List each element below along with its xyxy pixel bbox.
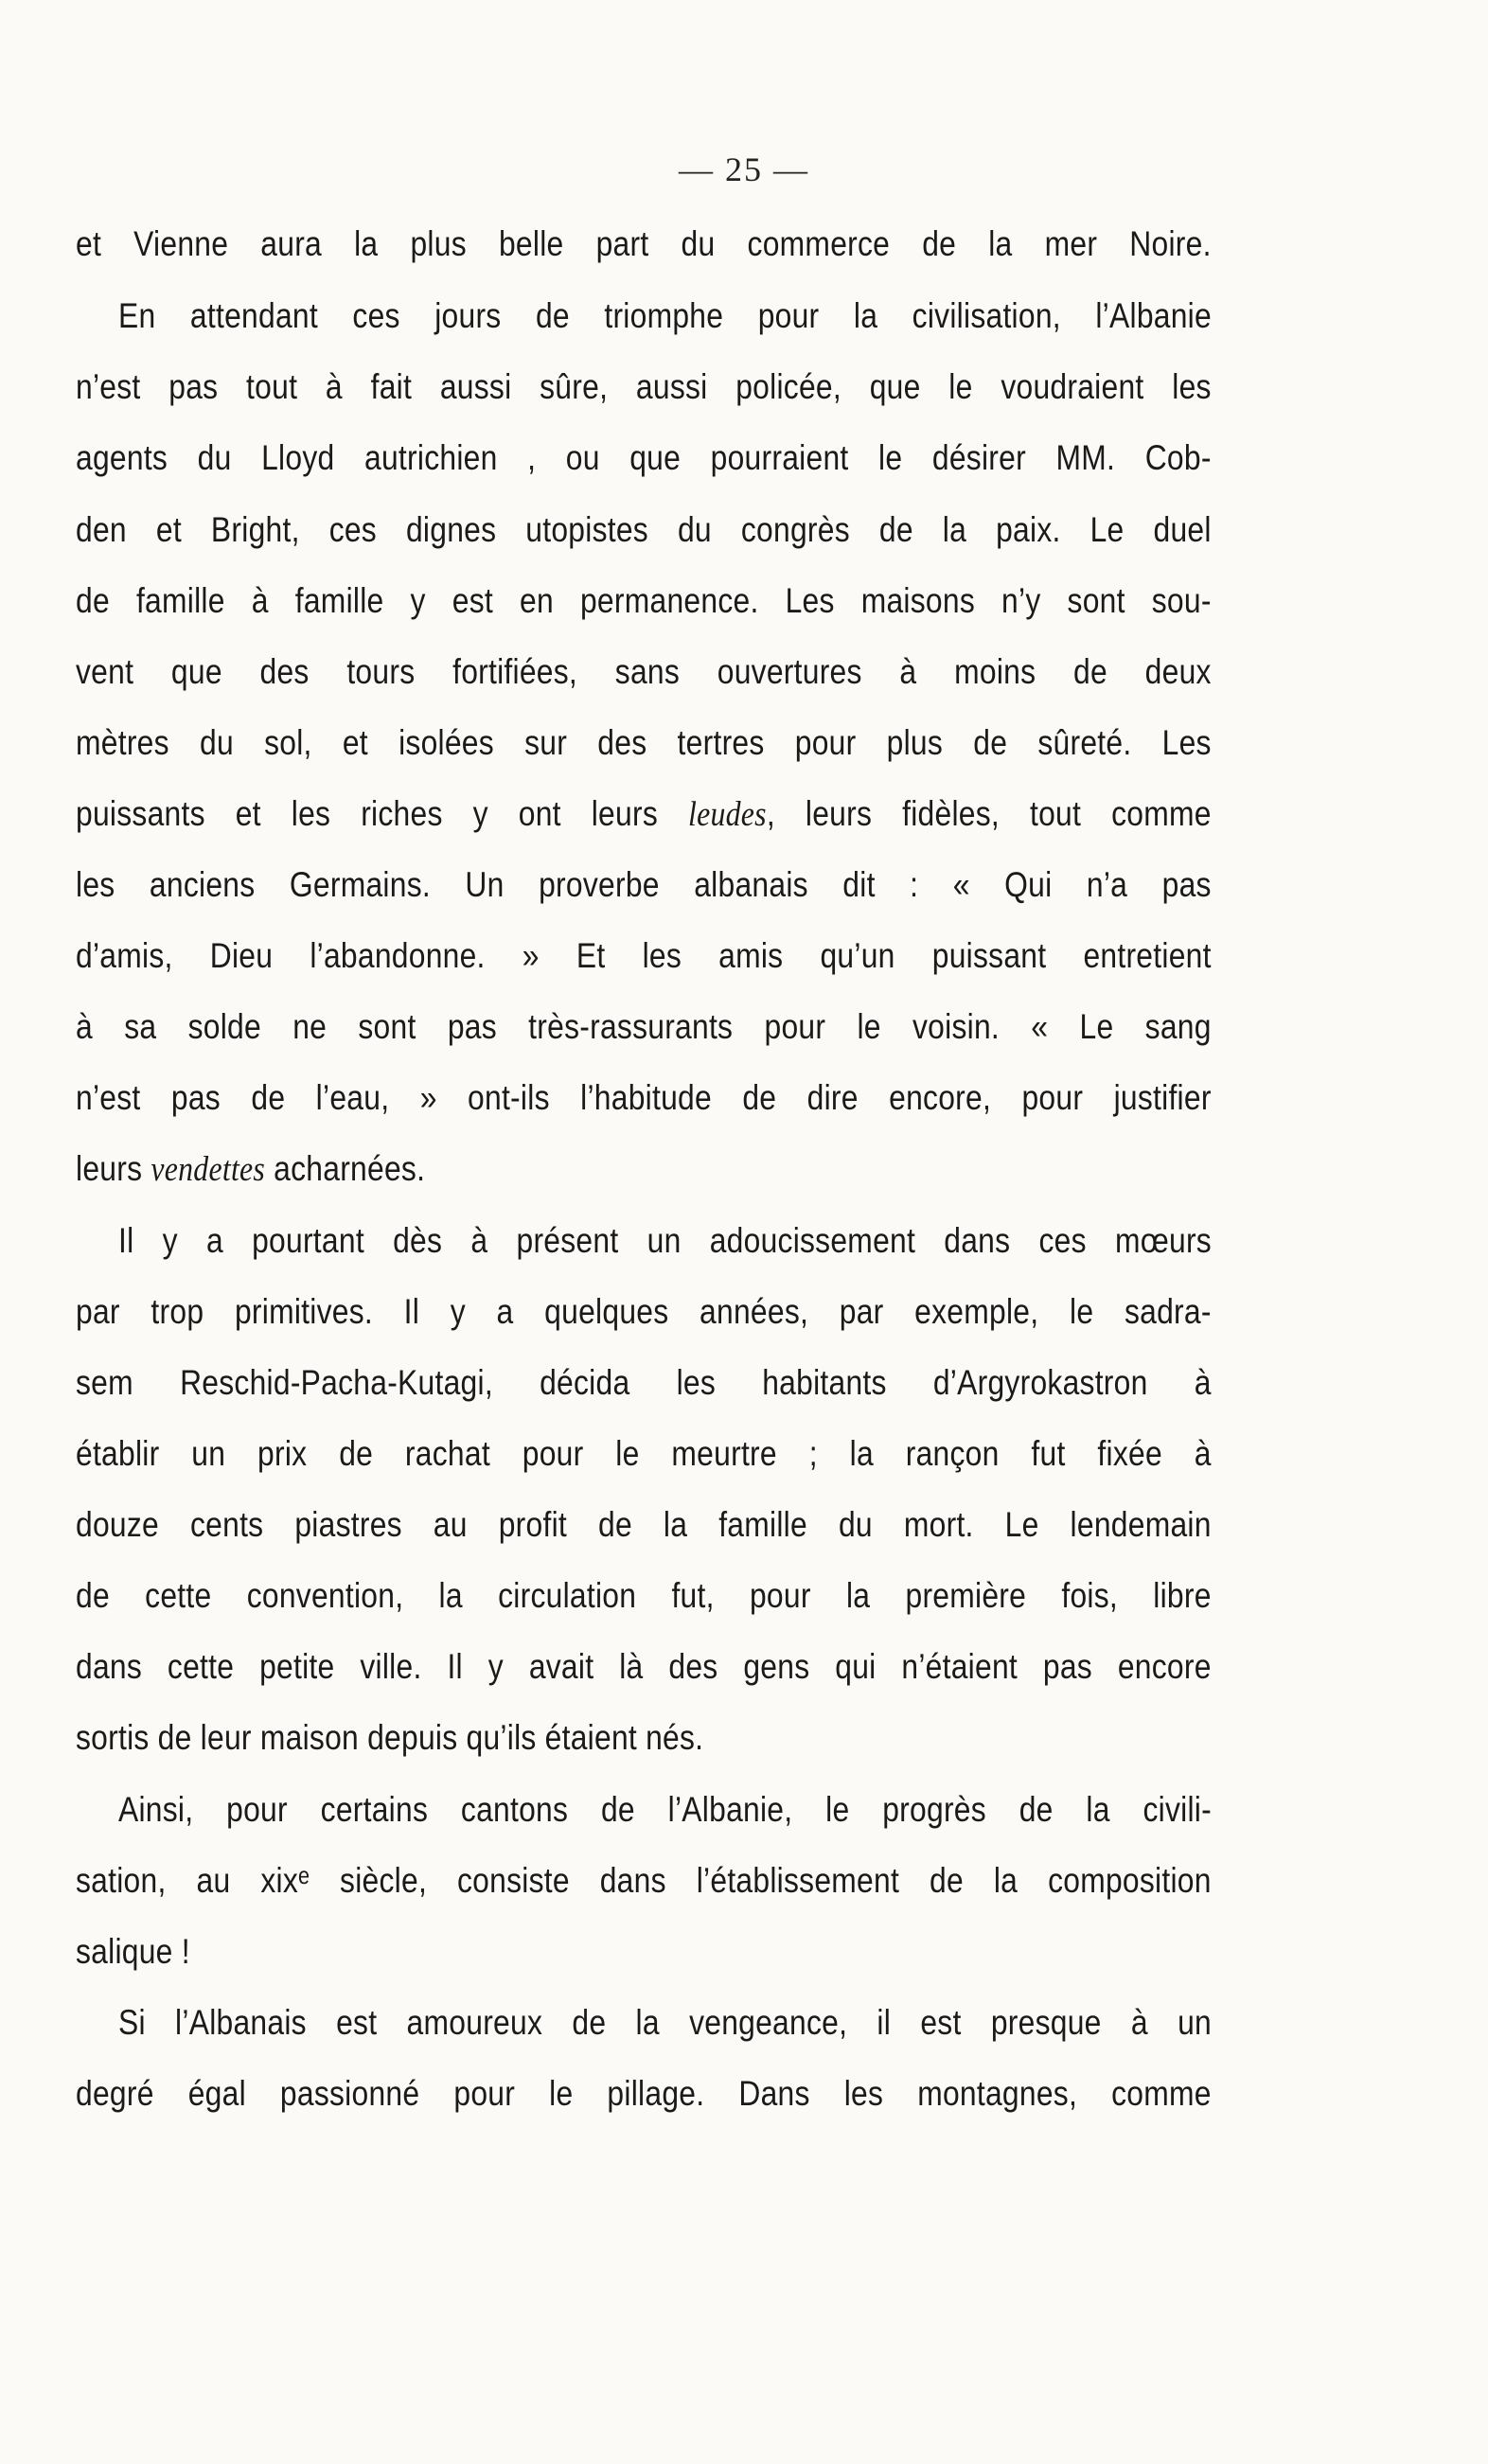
text-line: degré égal passionné pour le pillage. Dans les montagnes, comme	[76, 2074, 1212, 2113]
text-line	[76, 1145, 1212, 1194]
text-line: par trop primitives. Il y a quelques années, par exemple, le sadra-	[76, 1292, 1212, 1331]
text-line: les anciens Germains. Un proverbe albanais dit : « Qui n’a pas	[76, 865, 1212, 904]
text-line: et Vienne aura la plus belle part du commerce de la mer Noire.	[76, 224, 1212, 263]
text-line: Si l’Albanais est amoureux de la vengeance, il est presque à un	[118, 2003, 1212, 2042]
text-line: sation, au xixᵉ siècle, consiste dans l’établissement de la composition	[76, 1861, 1212, 1900]
text-line: à sa solde ne sont pas très-rassurants pour le voisin. « Le sang	[76, 1007, 1212, 1046]
text-line-part: puissants et les riches y ont leurs	[76, 794, 688, 833]
text-line: den et Bright, ces dignes utopistes du congrès de la paix. Le duel	[76, 510, 1212, 549]
text-line: salique !	[76, 1932, 190, 1971]
text-line: douze cents piastres au profit de la famille du mort. Le lendemain	[76, 1505, 1212, 1544]
text-line	[76, 790, 1212, 839]
italic-term: leudes	[687, 795, 767, 834]
text-line: mètres du sol, et isolées sur des tertres pour plus de sûreté. Les	[76, 723, 1212, 762]
text-line: Il y a pourtant dès à présent un adoucissement dans ces mœurs	[118, 1221, 1212, 1260]
text-line: n’est pas tout à fait aussi sûre, aussi policée, que le voudraient les	[76, 367, 1212, 406]
text-line-part: , leurs fidèles, tout comme	[766, 794, 1212, 833]
text-line: sortis de leur maison depuis qu’ils étaient nés.	[76, 1718, 704, 1757]
text-line-part: acharnées.	[265, 1149, 426, 1188]
text-line: dans cette petite ville. Il y avait là des gens qui n’étaient pas encore	[76, 1647, 1212, 1686]
text-line: vent que des tours fortifiées, sans ouvertures à moins de deux	[76, 652, 1212, 691]
text-line: En attendant ces jours de triomphe pour la civilisation, l’Albanie	[118, 296, 1212, 335]
italic-term: vendettes	[151, 1150, 266, 1189]
text-line: de cette convention, la circulation fut, pour la première fois, libre	[76, 1576, 1212, 1615]
text-line-part: leurs	[76, 1149, 151, 1188]
text-line: d’amis, Dieu l’abandonne. » Et les amis qu’un puissant entretient	[76, 936, 1212, 975]
text-line: Ainsi, pour certains cantons de l’Albanie, le progrès de la civili-	[118, 1790, 1212, 1829]
text-line: agents du Lloyd autrichien , ou que pourraient le désirer MM. Cob-	[76, 438, 1212, 477]
text-line: de famille à famille y est en permanence. Les maisons n’y sont sou-	[76, 581, 1212, 620]
page-number: — 25 —	[679, 151, 809, 188]
text-line: sem Reschid-Pacha-Kutagi, décida les habitants d’Argyrokastron à	[76, 1363, 1212, 1402]
text-line: n’est pas de l’eau, » ont-ils l’habitude de dire encore, pour justifier	[76, 1078, 1212, 1117]
text-line: établir un prix de rachat pour le meurtre ; la rançon fut fixée à	[76, 1434, 1212, 1473]
